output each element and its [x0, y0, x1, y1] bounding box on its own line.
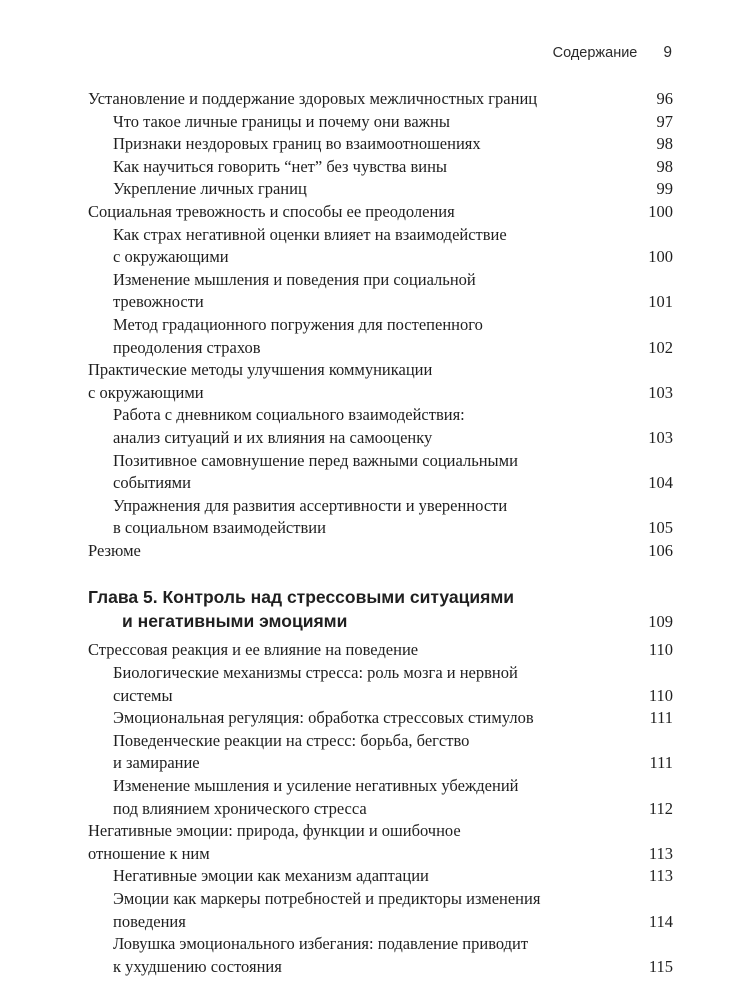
toc-entry-page: 110: [648, 685, 673, 705]
toc-entry-page: 103: [648, 382, 673, 402]
toc-entry-line: Признаки нездоровых границ во взаимоотношениях: [113, 134, 481, 154]
toc-entry-line: анализ ситуаций и их влияния на самооценку: [113, 427, 433, 447]
toc-entry-line: Глава 5. Контроль над стрессовыми ситуациями: [88, 587, 515, 608]
toc-entry-page: 114: [648, 911, 673, 931]
toc-entry-line: поведения: [113, 911, 186, 931]
toc-entry-title: [113, 314, 673, 359]
toc-entry-title: [113, 156, 673, 179]
toc-entry-title: [88, 586, 673, 633]
toc-entry-page: 103: [648, 427, 673, 447]
toc-entry-page: 109: [648, 611, 673, 631]
toc-entry-page: 100: [648, 247, 673, 267]
toc-entry-line: Изменение мышления и усиление негативных убеждений: [113, 776, 519, 796]
page-number: 9: [663, 44, 672, 61]
toc-entry-line: Позитивное самовнушение перед важными социальными: [113, 450, 518, 470]
toc-entry-line: в социальном взаимодействии: [113, 518, 326, 538]
toc-entry: [113, 178, 673, 201]
toc-entry: [113, 775, 673, 820]
running-head-section: Содержание: [552, 45, 638, 61]
toc-entry-page: 111: [649, 753, 673, 773]
toc-entry-page: 106: [648, 540, 673, 560]
toc-entry-line: Как научиться говорить “нет” без чувства вины: [113, 156, 448, 176]
toc-entry-page: 104: [648, 473, 673, 493]
toc-entry: [113, 156, 673, 179]
toc-entry: [113, 450, 673, 495]
toc-entry-page: 110: [648, 640, 673, 660]
toc-entry-page: 99: [656, 179, 673, 199]
toc-entry-line: Ловушка эмоционального избегания: подавление приводит: [113, 934, 529, 954]
toc-entry-line: Установление и поддержание здоровых межличностных границ: [88, 89, 538, 108]
toc-entry-line: Как страх негативной оценки влияет на взаимодействие: [113, 224, 507, 244]
toc-entry-line: Метод градационного погружения для постепенного: [113, 314, 483, 334]
toc-entry-line: Изменение мышления и поведения при социальной: [113, 269, 476, 289]
toc-entry-page: 113: [648, 843, 673, 863]
toc-entry-title: [113, 404, 673, 449]
toc-entry: [113, 314, 673, 359]
toc-entry: [113, 404, 673, 449]
toc-entry-line: Резюме: [88, 540, 141, 560]
toc-entry-title: [113, 269, 673, 314]
toc-entry-line: Упражнения для развития ассертивности и уверенности: [113, 495, 508, 515]
toc-entry-page: 96: [656, 89, 673, 108]
toc-entry-line: Социальная тревожность и способы ее преодоления: [88, 201, 455, 221]
toc-entry-line: Эмоциональная регуляция: обработка стрессовых стимулов: [113, 708, 534, 728]
toc-entry-title: [88, 820, 673, 865]
toc-entry-line: Что такое личные границы и почему они важны: [113, 111, 450, 131]
toc-entry-title: [113, 224, 673, 269]
toc-entry-title: [113, 933, 673, 978]
toc-entry-page: 115: [648, 956, 673, 976]
toc-entry-line: тревожности: [113, 292, 204, 312]
toc-chapter-entry: [88, 586, 673, 633]
toc-entry: [113, 707, 673, 730]
toc-entry-title: [113, 865, 673, 888]
toc-entry: [88, 359, 673, 404]
toc-entry-page: 98: [656, 156, 673, 176]
toc-entry: [88, 639, 673, 662]
toc-entry: [88, 820, 673, 865]
toc-entry-page: 105: [648, 518, 673, 538]
toc-entry-title: [88, 359, 673, 404]
toc-entry: [113, 111, 673, 134]
toc-entry-title: [113, 730, 673, 775]
toc-entry-line: Практические методы улучшения коммуникации: [88, 360, 433, 380]
toc-entry: [113, 269, 673, 314]
toc-entry-title: [113, 178, 673, 201]
toc-entry: [113, 865, 673, 888]
toc-entry-title: [88, 201, 673, 224]
toc-entry: [113, 730, 673, 775]
toc-entry-line: к ухудшению состояния: [113, 956, 282, 976]
toc-entry-line: Биологические механизмы стресса: роль мозга и нервной: [113, 663, 518, 683]
toc-entry-line: Негативные эмоции: природа, функции и ошибочное: [88, 821, 461, 841]
toc-entry: [113, 888, 673, 933]
toc-entry: [113, 662, 673, 707]
toc-entry-title: [113, 888, 673, 933]
toc-entry-page: 111: [649, 708, 673, 728]
toc-entry-line: и негативными эмоциями: [122, 610, 348, 631]
table-of-contents: [0, 88, 750, 978]
toc-entry: [113, 495, 673, 540]
toc-entry-line: Поведенческие реакции на стресс: борьба, бегство: [113, 730, 470, 750]
toc-entry-line: и замирание: [113, 753, 200, 773]
toc-entry-page: 112: [648, 798, 673, 818]
toc-entry-title: [113, 495, 673, 540]
toc-entry-line: Укрепление личных границ: [113, 179, 307, 199]
toc-entry-title: [88, 88, 673, 111]
toc-entry-line: отношение к ним: [88, 843, 210, 863]
toc-entry-line: под влиянием хронического стресса: [113, 798, 367, 818]
toc-entry-title: [113, 133, 673, 156]
toc-entry-line: Эмоции как маркеры потребностей и предикторы изменения: [113, 889, 541, 908]
toc-entry-line: с окружающими: [88, 382, 204, 402]
toc-entry-line: преодоления страхов: [113, 337, 261, 357]
toc-entry-title: [113, 662, 673, 707]
toc-entry-line: Стрессовая реакция и ее влияние на поведение: [88, 640, 419, 660]
toc-entry: [113, 933, 673, 978]
toc-entry-page: 100: [648, 201, 673, 221]
toc-entry-title: [113, 775, 673, 820]
toc-entry-line: системы: [113, 685, 173, 705]
toc-entry: [113, 224, 673, 269]
running-head: [553, 44, 672, 62]
toc-entry-page: 113: [648, 866, 673, 886]
toc-entry-title: [113, 111, 673, 134]
toc-entry-page: 101: [648, 292, 673, 312]
toc-entry-title: [88, 540, 673, 563]
toc-entry-line: событиями: [113, 473, 191, 493]
toc-entry-title: [88, 639, 673, 662]
toc-entry-page: 97: [656, 111, 673, 131]
toc-entry: [88, 540, 673, 563]
toc-entry-line: с окружающими: [113, 247, 229, 267]
toc-entry: [88, 201, 673, 224]
toc-entry: [113, 133, 673, 156]
toc-entry-line: Негативные эмоции как механизм адаптации: [113, 866, 429, 886]
toc-entry-title: [113, 707, 673, 730]
toc-entry-page: 102: [648, 337, 673, 357]
toc-entry-page: 98: [656, 134, 673, 154]
toc-entry-title: [113, 450, 673, 495]
toc-entry: [88, 88, 673, 111]
toc-entry-line: Работа с дневником социального взаимодействия:: [113, 405, 465, 425]
